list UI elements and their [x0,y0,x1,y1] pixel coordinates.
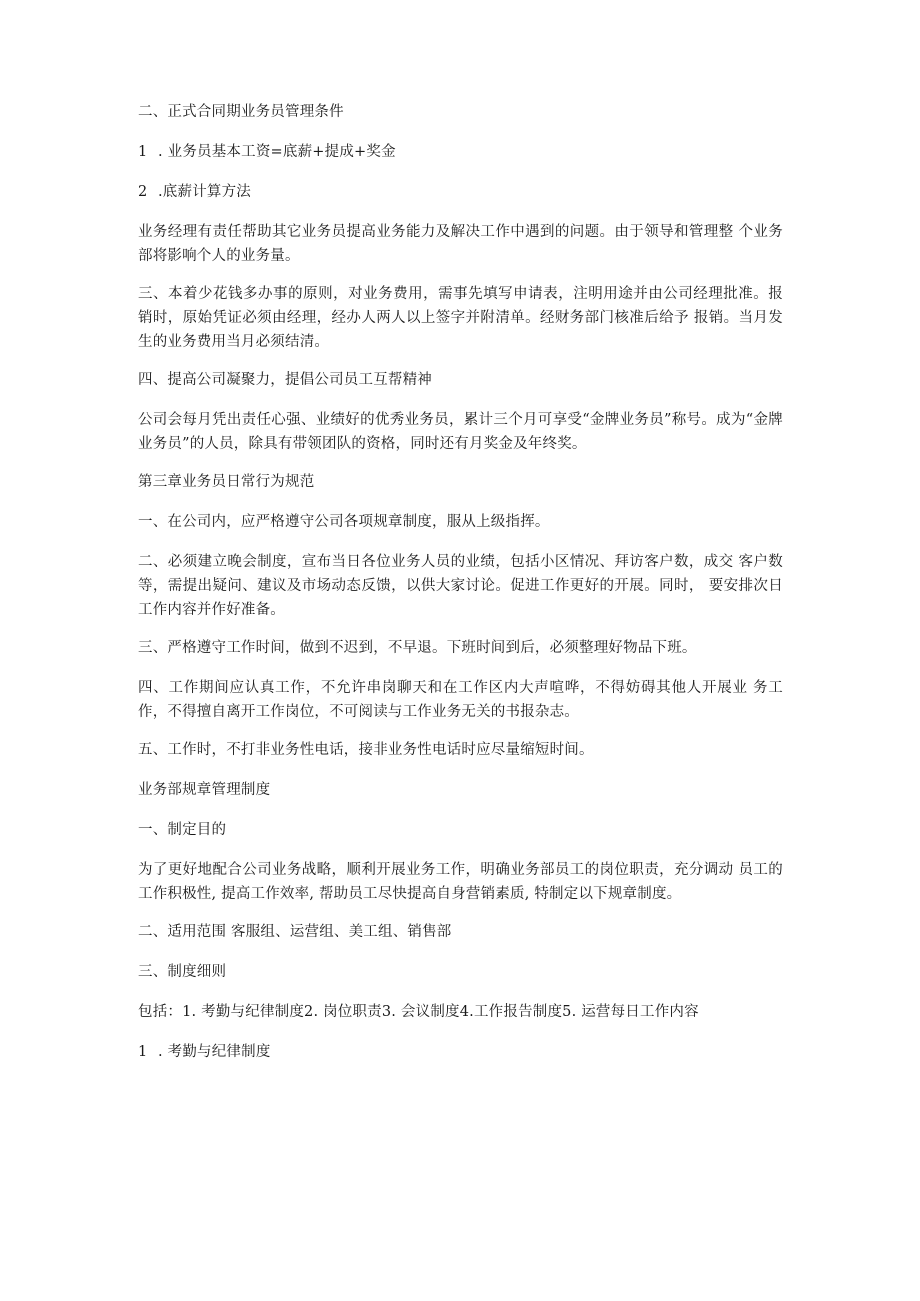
section-heading: 四、提高公司凝聚力，提倡公司员工互帮精神 [138,372,432,388]
item-text: . 业务员基本工资=底薪+提成+奖金 [158,144,396,160]
body-paragraph: 包括：1. 考勤与纪律制度2. 岗位职责3. 会议制度4.工作报告制度5. 运营每日工作内容 [138,1004,699,1020]
body-paragraph: 三、严格遵守工作时间，做到不迟到，不早退。下班时间到后，必须整理好物品下班。 [138,640,697,656]
section-heading: 二、正式合同期业务员管理条件 [138,104,344,120]
body-paragraph: 公司会每月凭出责任心强、业绩好的优秀业务员，累计三个月可享受“金牌业务员”称号。成为“金牌业务员”的人员，除具有带领团队的资格，同时还有月奖金及年终奖。 [138,412,783,452]
body-paragraph: 业务经理有责任帮助其它业务员提高业务能力及解决工作中遇到的问题。由于领导和管理整 个业务部将影响个人的业务量。 [138,224,783,264]
section-heading: 二、适用范围 客服组、运营组、美工组、销售部 [138,924,452,940]
body-paragraph: 三、本着少花钱多办事的原则，对业务费用，需事先填写申请表，注明用途并由公司经理批准。报销时，原始凭证必须由经理，经办人两人以上签字并附清单。经财务部门核准后给予 报销。当月发生的业务费用当月必须结清。 [138,286,783,350]
numbered-item [138,1040,783,1064]
section-heading: 三、制度细则 [138,964,227,980]
item-number: 1 [138,144,148,160]
chapter-heading: 业务部规章管理制度 [138,782,271,798]
body-paragraph: 二、必须建立晚会制度，宣布当日各位业务人员的业绩，包括小区情况、拜访客户数，成交 客户数等，需提出疑问、建议及市场动态反馈，以供大家讨论。促进工作更好的开展。同时， 要安排次日工作内容并作好准备。 [138,554,783,618]
item-text: .底薪计算方法 [158,184,252,200]
chapter-heading: 第三章业务员日常行为规范 [138,474,315,490]
item-number: 2 [138,184,148,200]
body-paragraph: 四、工作期间应认真工作，不允许串岗聊天和在工作区内大声喧哗，不得妨碍其他人开展业 务工作，不得擅自离开工作岗位，不可阅读与工作业务无关的书报杂志。 [138,680,783,720]
section-heading: 一、制定目的 [138,822,227,838]
document-body [138,100,783,1080]
item-number: 1 [138,1044,148,1060]
numbered-item [138,140,783,164]
body-paragraph: 为了更好地配合公司业务战略，顺利开展业务工作，明确业务部员工的岗位职责，充分调动 员工的工作积极性, 提高工作效率, 帮助员工尽快提高自身营销素质, 特制定以下规章制度。 [138,862,783,902]
body-paragraph: 一、在公司内，应严格遵守公司各项规章制度，服从上级指挥。 [138,514,550,530]
body-paragraph: 五、工作时，不打非业务性电话，接非业务性电话时应尽量缩短时间。 [138,742,594,758]
item-text: . 考勤与纪律制度 [158,1044,271,1060]
numbered-item [138,180,783,204]
